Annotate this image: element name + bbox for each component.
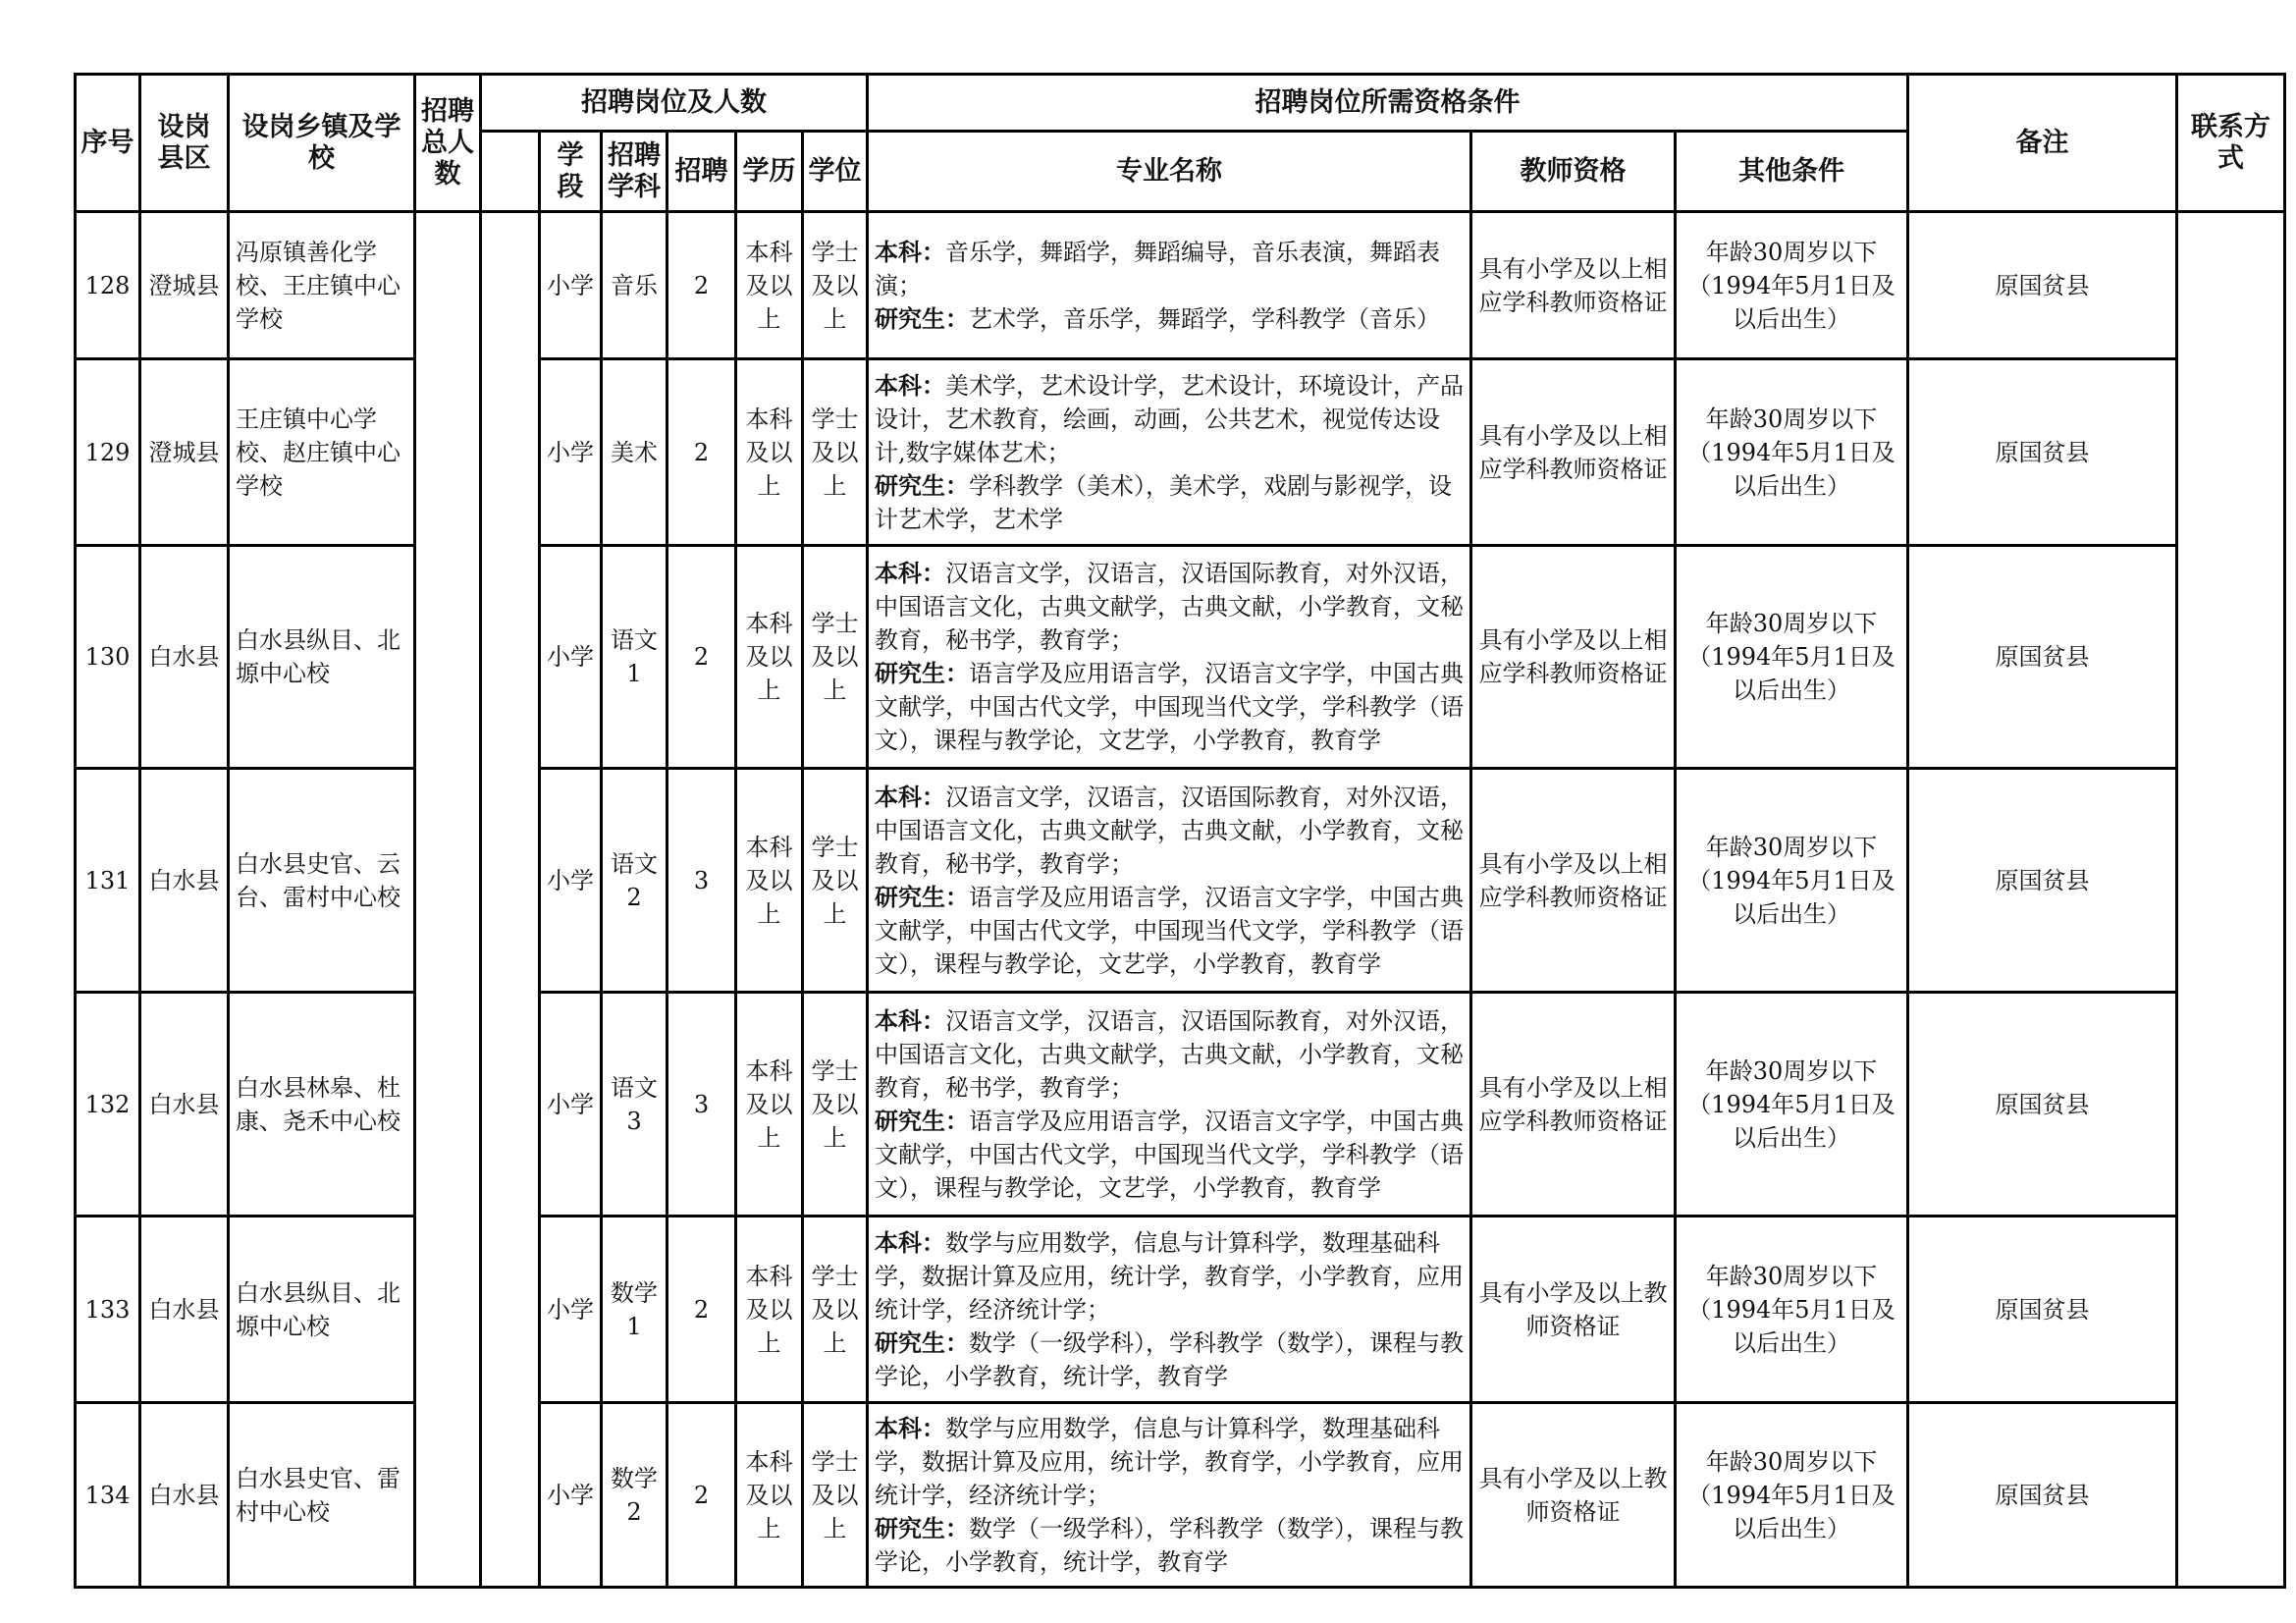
undergrad-majors: 汉语言文学，汉语言，汉语国际教育，对外汉语，中国语言文化，古典文献学，古典文献，小学教育，文秘教育，秘书学，教育学； [875,560,1464,654]
table-row [76,546,2285,769]
cell-remark: 原国贫县 [1908,1403,2177,1588]
cell-edu: 本科及以上 [736,1403,803,1588]
grad-label: 研究生： [875,304,969,333]
header-spacer [481,132,540,212]
cell-seq: 134 [76,1403,140,1588]
undergrad-majors: 音乐学，舞蹈学，舞蹈编导，音乐表演，舞蹈表演； [875,238,1440,299]
cell-seq: 131 [76,769,140,993]
cell-count: 2 [667,1217,736,1403]
cell-other: 年龄30周岁以下（1994年5月1日及以后出生） [1676,769,1908,993]
cell-subject: 语文3 [602,993,667,1217]
header-edu: 学历 [736,132,803,212]
cell-contact [2177,993,2285,1217]
grad-label: 研究生： [875,660,969,687]
cell-edu: 本科及以上 [736,993,803,1217]
undergrad-label: 本科： [875,1006,945,1035]
cell-other: 年龄30周岁以下（1994年5月1日及以后出生） [1676,993,1908,1217]
cell-cert: 具有小学及以上相应学科教师资格证 [1471,212,1676,359]
cell-stage: 小学 [540,993,602,1217]
cell-school: 白水县纵目、北塬中心校 [229,1217,415,1403]
cell-cert: 具有小学及以上教师资格证 [1471,1217,1676,1403]
cell-other: 年龄30周岁以下（1994年5月1日及以后出生） [1676,1403,1908,1588]
cell-edu: 本科及以上 [736,1217,803,1403]
cell-spacer [481,1217,540,1403]
cell-seq: 128 [76,212,140,359]
header-remark: 备注 [1908,75,2177,212]
cell-seq: 129 [76,359,140,546]
cell-subject: 美术 [602,359,667,546]
grad-majors: 艺术学，音乐学，舞蹈学，学科教学（音乐） [969,304,1440,333]
cell-county: 白水县 [140,1217,229,1403]
cell-degree: 学士及以上 [803,993,868,1217]
cell-county: 澄城县 [140,359,229,546]
cell-total [415,769,481,993]
header-quals-group: 招聘岗位所需资格条件 [868,75,1908,132]
cell-spacer [481,993,540,1217]
table-row [76,993,2285,1217]
cell-major [868,359,1471,546]
header-county: 设岗县区 [140,75,229,212]
grad-label: 研究生： [875,1107,969,1135]
grad-label: 研究生： [875,1514,969,1542]
header-degree: 学位 [803,132,868,212]
cell-contact [2177,359,2285,546]
cell-total [415,546,481,769]
header-positions-group: 招聘岗位及人数 [481,75,868,132]
cell-degree: 学士及以上 [803,212,868,359]
cell-spacer [481,546,540,769]
header-contact: 联系方式 [2177,75,2285,212]
cell-subject: 语文1 [602,546,667,769]
cell-stage: 小学 [540,546,602,769]
cell-school: 王庄镇中心学校、赵庄镇中心学校 [229,359,415,546]
cell-school: 白水县林皋、杜康、尧禾中心校 [229,993,415,1217]
table-row [76,769,2285,993]
cell-contact [2177,212,2285,359]
cell-remark: 原国贫县 [1908,993,2177,1217]
cell-subject: 数学1 [602,1217,667,1403]
cell-other: 年龄30周岁以下（1994年5月1日及以后出生） [1676,359,1908,546]
cell-other: 年龄30周岁以下（1994年5月1日及以后出生） [1676,212,1908,359]
table-header [76,75,2285,212]
undergrad-majors: 美术学，艺术设计学，艺术设计，环境设计，产品设计，艺术教育，绘画，动画，公共艺术，视觉传达设计,数字媒体艺术； [875,371,1464,466]
cell-count: 3 [667,993,736,1217]
cell-seq: 132 [76,993,140,1217]
undergrad-label: 本科： [875,238,945,266]
undergrad-majors: 数学与应用数学，信息与计算科学，数理基础科学，数据计算及应用，统计学，教育学，小学教育，应用统计学，经济统计学； [875,1414,1464,1509]
cell-major [868,212,1471,359]
cell-subject: 音乐 [602,212,667,359]
header-subject: 招聘学科 [602,132,667,212]
cell-remark: 原国贫县 [1908,359,2177,546]
cell-stage: 小学 [540,1217,602,1403]
cell-major [868,993,1471,1217]
cell-remark: 原国贫县 [1908,769,2177,993]
cell-stage: 小学 [540,359,602,546]
grad-label: 研究生： [875,883,969,911]
cell-remark: 原国贫县 [1908,212,2177,359]
table-body [76,212,2285,1588]
cell-stage: 小学 [540,212,602,359]
cell-other: 年龄30周岁以下（1994年5月1日及以后出生） [1676,1217,1908,1403]
cell-spacer [481,359,540,546]
cell-edu: 本科及以上 [736,212,803,359]
cell-school: 白水县史官、雷村中心校 [229,1403,415,1588]
cell-count: 2 [667,212,736,359]
header-other: 其他条件 [1676,132,1908,212]
cell-major [868,769,1471,993]
cell-spacer [481,769,540,993]
undergrad-majors: 汉语言文学，汉语言，汉语国际教育，对外汉语，中国语言文化，古典文献学，古典文献，小学教育，文秘教育，秘书学，教育学； [875,1006,1464,1102]
cell-major [868,546,1471,769]
header-stage: 学段 [540,132,602,212]
undergrad-majors: 数学与应用数学，信息与计算科学，数理基础科学，数据计算及应用，统计学，教育学，小学教育，应用统计学，经济统计学； [875,1228,1464,1324]
undergrad-majors: 汉语言文学，汉语言，汉语国际教育，对外汉语，中国语言文化，古典文献学，古典文献，小学教育，文秘教育，秘书学，教育学； [875,783,1464,878]
cell-spacer [481,212,540,359]
cell-other: 年龄30周岁以下（1994年5月1日及以后出生） [1676,546,1908,769]
cell-degree: 学士及以上 [803,1403,868,1588]
cell-stage: 小学 [540,1403,602,1588]
header-total: 招聘总人数 [415,75,481,212]
cell-cert: 具有小学及以上相应学科教师资格证 [1471,769,1676,993]
cell-total [415,359,481,546]
table-row [76,212,2285,359]
cell-remark: 原国贫县 [1908,546,2177,769]
cell-count: 3 [667,769,736,993]
cell-subject: 数学2 [602,1403,667,1588]
cell-county: 白水县 [140,1403,229,1588]
cell-contact [2177,1217,2285,1403]
header-count: 招聘 [667,132,736,212]
header-school: 设岗乡镇及学校 [229,75,415,212]
cell-contact [2177,1403,2285,1588]
table-row [76,359,2285,546]
cell-remark: 原国贫县 [1908,1217,2177,1403]
cell-subject: 语文2 [602,769,667,993]
cell-degree: 学士及以上 [803,769,868,993]
undergrad-label: 本科： [875,371,945,400]
grad-label: 研究生： [875,1328,969,1357]
cell-county: 白水县 [140,993,229,1217]
cell-spacer [481,1403,540,1588]
cell-major [868,1217,1471,1403]
grad-label: 研究生： [875,471,969,500]
cell-contact [2177,769,2285,993]
cell-edu: 本科及以上 [736,769,803,993]
undergrad-label: 本科： [875,1414,945,1442]
cell-school: 冯原镇善化学校、王庄镇中心学校 [229,212,415,359]
undergrad-label: 本科： [875,783,945,811]
cell-edu: 本科及以上 [736,359,803,546]
cell-degree: 学士及以上 [803,1217,868,1403]
cell-contact [2177,546,2285,769]
header-major: 专业名称 [868,132,1471,212]
cell-edu: 本科及以上 [736,546,803,769]
undergrad-label: 本科： [875,560,945,587]
cell-degree: 学士及以上 [803,546,868,769]
cell-total [415,993,481,1217]
cell-degree: 学士及以上 [803,359,868,546]
cell-cert: 具有小学及以上相应学科教师资格证 [1471,359,1676,546]
table-row [76,1403,2285,1588]
cell-count: 2 [667,359,736,546]
grad-majors: 语言学及应用语言学，汉语言文字学，中国古典文献学，中国古代文学，中国现当代文学，学科教学（语文），课程与教学论，文艺学，小学教育，教育学 [875,660,1464,754]
cell-seq: 130 [76,546,140,769]
grad-majors: 语言学及应用语言学，汉语言文字学，中国古典文献学，中国古代文学，中国现当代文学，学科教学（语文），课程与教学论，文艺学，小学教育，教育学 [875,883,1464,978]
cell-county: 白水县 [140,546,229,769]
cell-count: 2 [667,546,736,769]
cell-school: 白水县史官、云台、雷村中心校 [229,769,415,993]
cell-total [415,1403,481,1588]
cell-county: 澄城县 [140,212,229,359]
grad-majors: 数学（一级学科），学科教学（数学），课程与教学论，小学教育，统计学，教育学 [875,1514,1464,1576]
cell-total [415,1217,481,1403]
cell-school: 白水县纵目、北塬中心校 [229,546,415,769]
cell-count: 2 [667,1403,736,1588]
grad-majors: 数学（一级学科），学科教学（数学），课程与教学论，小学教育，统计学，教育学 [875,1328,1464,1390]
cell-seq: 133 [76,1217,140,1403]
recruitment-table [74,73,2286,1589]
cell-county: 白水县 [140,769,229,993]
cell-stage: 小学 [540,769,602,993]
grad-majors: 学科教学（美术），美术学，戏剧与影视学，设计艺术学，艺术学 [875,471,1452,533]
cell-cert: 具有小学及以上相应学科教师资格证 [1471,993,1676,1217]
cell-cert: 具有小学及以上相应学科教师资格证 [1471,546,1676,769]
undergrad-label: 本科： [875,1228,945,1257]
header-cert: 教师资格 [1471,132,1676,212]
cell-cert: 具有小学及以上教师资格证 [1471,1403,1676,1588]
table-row [76,1217,2285,1403]
cell-major [868,1403,1471,1588]
grad-majors: 语言学及应用语言学，汉语言文字学，中国古典文献学，中国古代文学，中国现当代文学，学科教学（语文），课程与教学论，文艺学，小学教育，教育学 [875,1107,1464,1202]
cell-total [415,212,481,359]
header-seq: 序号 [76,75,140,212]
